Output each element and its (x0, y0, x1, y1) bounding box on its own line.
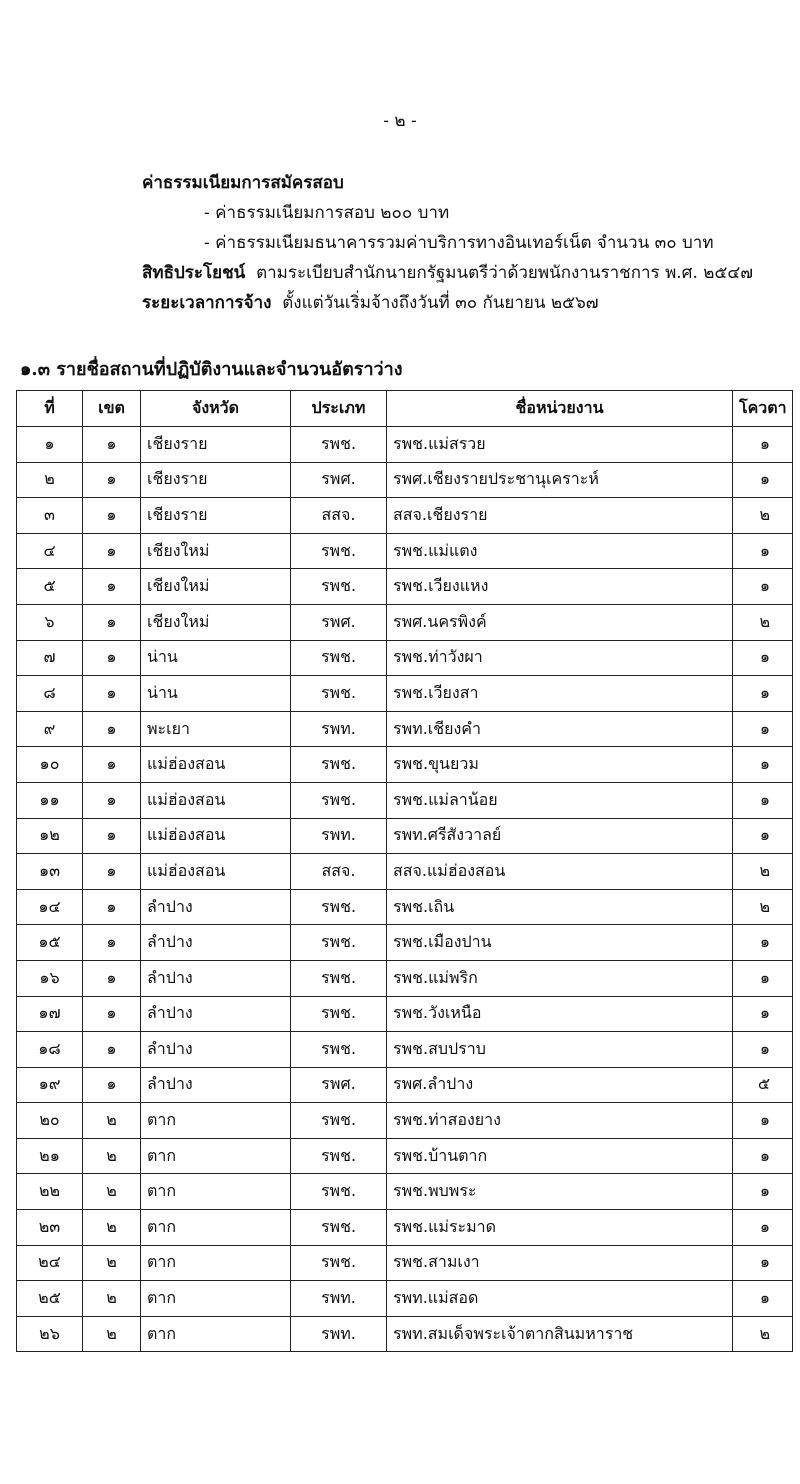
cell-type: รพช. (291, 996, 387, 1032)
cell-quota: ๑ (733, 782, 793, 818)
cell-province: เชียงราย (141, 498, 291, 534)
table-row (17, 640, 793, 676)
cell-no: ๑๗ (17, 996, 83, 1032)
header-quota: โควตา (733, 391, 793, 427)
cell-zone: ๒ (83, 1174, 141, 1210)
table-body (17, 427, 793, 1352)
cell-quota: ๑ (733, 1210, 793, 1246)
cell-type: รพศ. (291, 462, 387, 498)
cell-type: รพช. (291, 427, 387, 463)
cell-quota: ๕ (733, 1067, 793, 1103)
cell-quota: ๑ (733, 1245, 793, 1281)
cell-province: ตาก (141, 1281, 291, 1317)
cell-no: ๗ (17, 640, 83, 676)
cell-unit-name: รพท.แม่สอด (387, 1281, 733, 1317)
cell-unit-name: รพช.สามเงา (387, 1245, 733, 1281)
cell-quota: ๑ (733, 925, 793, 961)
table-row (17, 1067, 793, 1103)
cell-province: น่าน (141, 640, 291, 676)
cell-zone: ๒ (83, 1103, 141, 1139)
cell-province: น่าน (141, 676, 291, 712)
cell-quota: ๑ (733, 1032, 793, 1068)
cell-province: ตาก (141, 1138, 291, 1174)
period-label: ระยะเวลาการจ้าง (142, 293, 272, 313)
table-row (17, 1174, 793, 1210)
cell-unit-name: รพช.แม่แตง (387, 533, 733, 569)
table-row (17, 498, 793, 534)
cell-quota: ๒ (733, 854, 793, 890)
cell-unit-name: สสจ.เชียงราย (387, 498, 733, 534)
cell-type: รพช. (291, 782, 387, 818)
cell-no: ๑๙ (17, 1067, 83, 1103)
header-no: ที่ (17, 391, 83, 427)
cell-type: รพศ. (291, 604, 387, 640)
cell-unit-name: รพช.เวียงแหง (387, 569, 733, 605)
cell-type: รพท. (291, 818, 387, 854)
table-row (17, 960, 793, 996)
cell-zone: ๑ (83, 889, 141, 925)
cell-zone: ๒ (83, 1316, 141, 1352)
cell-no: ๑๖ (17, 960, 83, 996)
cell-unit-name: รพศ.เชียงรายประชานุเคราะห์ (387, 462, 733, 498)
cell-province: เชียงราย (141, 462, 291, 498)
cell-type: รพช. (291, 747, 387, 783)
cell-unit-name: รพช.แม่พริก (387, 960, 733, 996)
bank-fee-item: - ค่าธรรมเนียมธนาคารรวมค่าบริการทางอินเทอร์เน็ต จำนวน ๓๐ บาท (204, 233, 714, 253)
table-row (17, 1032, 793, 1068)
cell-no: ๔ (17, 533, 83, 569)
cell-province: เชียงราย (141, 427, 291, 463)
cell-unit-name: รพช.บ้านตาก (387, 1138, 733, 1174)
cell-type: รพท. (291, 1281, 387, 1317)
cell-zone: ๑ (83, 747, 141, 783)
fees-heading: ค่าธรรมเนียมการสมัครสอบ (142, 173, 344, 193)
table-row (17, 533, 793, 569)
cell-no: ๑๐ (17, 747, 83, 783)
cell-unit-name: รพช.ขุนยวม (387, 747, 733, 783)
cell-zone: ๑ (83, 676, 141, 712)
cell-unit-name: รพช.เวียงสา (387, 676, 733, 712)
cell-quota: ๑ (733, 960, 793, 996)
cell-quota: ๑ (733, 676, 793, 712)
cell-province: ตาก (141, 1103, 291, 1139)
cell-unit-name: รพท.เชียงคำ (387, 711, 733, 747)
cell-no: ๒๔ (17, 1245, 83, 1281)
cell-unit-name: รพท.สมเด็จพระเจ้าตากสินมหาราช (387, 1316, 733, 1352)
cell-province: ตาก (141, 1316, 291, 1352)
cell-unit-name: รพช.เถิน (387, 889, 733, 925)
cell-type: รพช. (291, 1103, 387, 1139)
table-row (17, 1281, 793, 1317)
header-zone: เขต (83, 391, 141, 427)
header-province: จังหวัด (141, 391, 291, 427)
cell-no: ๑๑ (17, 782, 83, 818)
cell-no: ๑๕ (17, 925, 83, 961)
cell-province: ลำปาง (141, 1032, 291, 1068)
cell-quota: ๑ (733, 711, 793, 747)
cell-zone: ๒ (83, 1210, 141, 1246)
cell-unit-name: รพช.แม่สรวย (387, 427, 733, 463)
cell-no: ๓ (17, 498, 83, 534)
cell-no: ๘ (17, 676, 83, 712)
cell-province: ลำปาง (141, 996, 291, 1032)
header-type: ประเภท (291, 391, 387, 427)
table-row (17, 996, 793, 1032)
cell-quota: ๑ (733, 996, 793, 1032)
cell-zone: ๑ (83, 427, 141, 463)
cell-no: ๒๓ (17, 1210, 83, 1246)
cell-zone: ๑ (83, 533, 141, 569)
cell-type: รพช. (291, 889, 387, 925)
vacancy-table (16, 390, 793, 1352)
cell-zone: ๑ (83, 498, 141, 534)
cell-type: รพช. (291, 1032, 387, 1068)
cell-unit-name: รพช.แม่ระมาด (387, 1210, 733, 1246)
cell-zone: ๒ (83, 1138, 141, 1174)
cell-type: สสจ. (291, 498, 387, 534)
cell-zone: ๑ (83, 782, 141, 818)
period-line (142, 288, 753, 318)
table-row (17, 711, 793, 747)
table-row (17, 1316, 793, 1352)
cell-unit-name: รพช.ท่าวังผา (387, 640, 733, 676)
cell-province: เชียงใหม่ (141, 569, 291, 605)
table-row (17, 1210, 793, 1246)
table-row (17, 569, 793, 605)
cell-quota: ๑ (733, 640, 793, 676)
cell-quota: ๒ (733, 889, 793, 925)
cell-province: ลำปาง (141, 1067, 291, 1103)
benefits-line (142, 258, 753, 288)
cell-no: ๒๑ (17, 1138, 83, 1174)
cell-province: ลำปาง (141, 889, 291, 925)
cell-province: เชียงใหม่ (141, 533, 291, 569)
cell-quota: ๑ (733, 1138, 793, 1174)
cell-province: ตาก (141, 1174, 291, 1210)
page-number: - ๒ - (383, 111, 417, 131)
cell-type: รพท. (291, 1316, 387, 1352)
table-row (17, 1138, 793, 1174)
cell-province: ลำปาง (141, 960, 291, 996)
cell-quota: ๑ (733, 747, 793, 783)
cell-unit-name: รพช.แม่ลาน้อย (387, 782, 733, 818)
cell-no: ๑๓ (17, 854, 83, 890)
cell-quota: ๑ (733, 1281, 793, 1317)
cell-type: รพช. (291, 569, 387, 605)
cell-province: แม่ฮ่องสอน (141, 818, 291, 854)
fees-section (142, 168, 753, 318)
cell-type: สสจ. (291, 854, 387, 890)
cell-quota: ๑ (733, 462, 793, 498)
cell-quota: ๑ (733, 1103, 793, 1139)
cell-province: ตาก (141, 1210, 291, 1246)
cell-zone: ๑ (83, 640, 141, 676)
cell-quota: ๑ (733, 533, 793, 569)
cell-no: ๑๔ (17, 889, 83, 925)
cell-quota: ๑ (733, 1174, 793, 1210)
exam-fee-item: - ค่าธรรมเนียมการสอบ ๒๐๐ บาท (204, 203, 450, 223)
cell-quota: ๒ (733, 604, 793, 640)
cell-zone: ๑ (83, 569, 141, 605)
benefits-label: สิทธิประโยชน์ (142, 263, 246, 283)
table-row (17, 1245, 793, 1281)
cell-type: รพช. (291, 1210, 387, 1246)
cell-no: ๒๕ (17, 1281, 83, 1317)
cell-no: ๒๖ (17, 1316, 83, 1352)
cell-type: รพช. (291, 1174, 387, 1210)
cell-no: ๕ (17, 569, 83, 605)
section-title: ๑.๓ รายชื่อสถานที่ปฏิบัติงานและจำนวนอัตราว่าง (20, 359, 403, 380)
table-header-row (17, 391, 793, 427)
cell-no: ๑ (17, 427, 83, 463)
cell-zone: ๑ (83, 960, 141, 996)
cell-zone: ๒ (83, 1245, 141, 1281)
table-row (17, 1103, 793, 1139)
cell-type: รพช. (291, 533, 387, 569)
cell-province: แม่ฮ่องสอน (141, 747, 291, 783)
cell-zone: ๑ (83, 818, 141, 854)
table-row (17, 462, 793, 498)
cell-province: ตาก (141, 1245, 291, 1281)
cell-zone: ๑ (83, 711, 141, 747)
benefits-text: ตามระเบียบสำนักนายกรัฐมนตรีว่าด้วยพนักงานราชการ พ.ศ. ๒๕๔๗ (256, 263, 753, 283)
cell-zone: ๑ (83, 604, 141, 640)
cell-no: ๙ (17, 711, 83, 747)
table-row (17, 782, 793, 818)
cell-type: รพช. (291, 925, 387, 961)
table-row (17, 604, 793, 640)
cell-type: รพช. (291, 1138, 387, 1174)
cell-zone: ๑ (83, 996, 141, 1032)
cell-quota: ๑ (733, 569, 793, 605)
cell-type: รพศ. (291, 1067, 387, 1103)
cell-unit-name: รพช.วังเหนือ (387, 996, 733, 1032)
table-row (17, 889, 793, 925)
cell-type: รพช. (291, 676, 387, 712)
cell-zone: ๑ (83, 462, 141, 498)
table-row (17, 747, 793, 783)
cell-zone: ๑ (83, 854, 141, 890)
table-row (17, 854, 793, 890)
cell-no: ๒๒ (17, 1174, 83, 1210)
cell-unit-name: รพช.ท่าสองยาง (387, 1103, 733, 1139)
cell-zone: ๑ (83, 925, 141, 961)
cell-quota: ๑ (733, 427, 793, 463)
table-row (17, 925, 793, 961)
cell-unit-name: รพศ.ลำปาง (387, 1067, 733, 1103)
cell-province: พะเยา (141, 711, 291, 747)
table-row (17, 676, 793, 712)
cell-no: ๖ (17, 604, 83, 640)
cell-quota: ๒ (733, 1316, 793, 1352)
cell-zone: ๑ (83, 1067, 141, 1103)
cell-no: ๒ (17, 462, 83, 498)
cell-province: เชียงใหม่ (141, 604, 291, 640)
cell-type: รพช. (291, 640, 387, 676)
cell-quota: ๑ (733, 818, 793, 854)
cell-unit-name: สสจ.แม่ฮ่องสอน (387, 854, 733, 890)
cell-zone: ๒ (83, 1281, 141, 1317)
cell-unit-name: รพท.ศรีสังวาลย์ (387, 818, 733, 854)
cell-unit-name: รพศ.นครพิงค์ (387, 604, 733, 640)
table-row (17, 427, 793, 463)
cell-no: ๑๒ (17, 818, 83, 854)
cell-no: ๒๐ (17, 1103, 83, 1139)
cell-unit-name: รพช.สบปราบ (387, 1032, 733, 1068)
cell-type: รพท. (291, 711, 387, 747)
cell-province: ลำปาง (141, 925, 291, 961)
period-text: ตั้งแต่วันเริ่มจ้างถึงวันที่ ๓๐ กันยายน ๒๕๖๗ (282, 293, 599, 313)
cell-type: รพช. (291, 1245, 387, 1281)
cell-unit-name: รพช.เมืองปาน (387, 925, 733, 961)
cell-province: แม่ฮ่องสอน (141, 854, 291, 890)
cell-type: รพช. (291, 960, 387, 996)
cell-quota: ๒ (733, 498, 793, 534)
cell-unit-name: รพช.พบพระ (387, 1174, 733, 1210)
table-row (17, 818, 793, 854)
cell-zone: ๑ (83, 1032, 141, 1068)
header-unit-name: ชื่อหน่วยงาน (387, 391, 733, 427)
cell-no: ๑๘ (17, 1032, 83, 1068)
cell-province: แม่ฮ่องสอน (141, 782, 291, 818)
